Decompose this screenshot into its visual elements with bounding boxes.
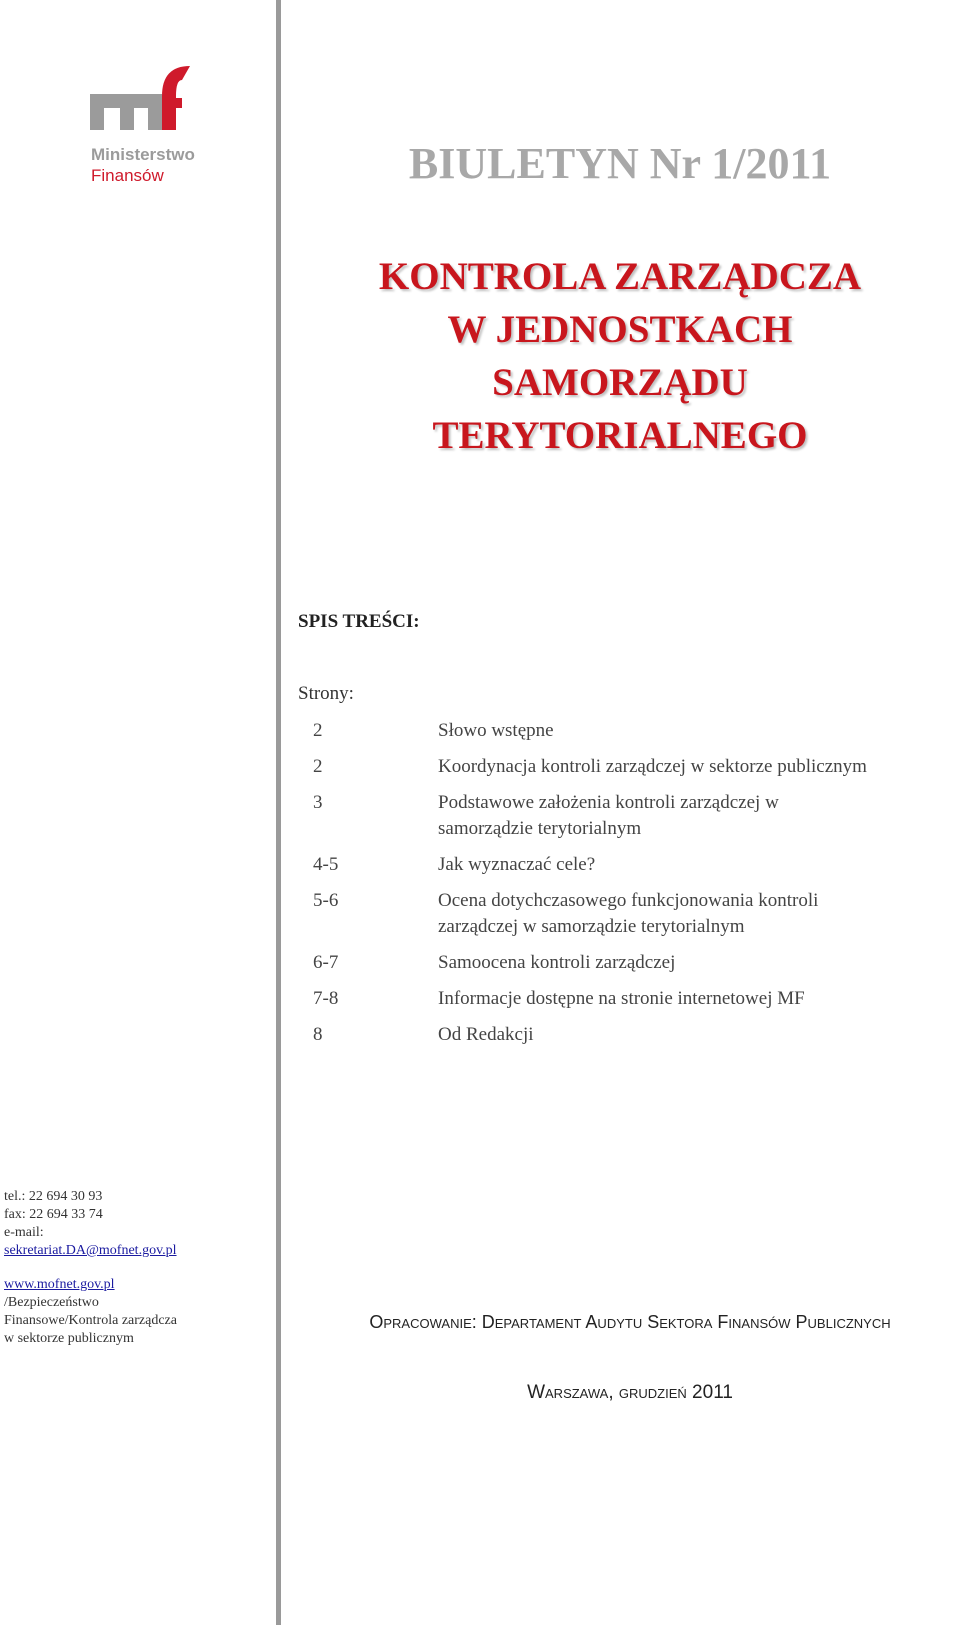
toc-page: 8 [313,1024,323,1045]
toc-page: 3 [313,792,323,813]
toc-item [298,986,958,1012]
toc-item [298,754,958,780]
toc-page: 4-5 [313,854,339,875]
bulletin-number: BIULETYN Nr 1/2011 [408,139,832,188]
toc-title: Od Redakcji [438,1024,534,1045]
contact-email-label: e-mail: [4,1225,44,1240]
toc-page: 5-6 [313,890,339,911]
toc-page: 7-8 [313,988,339,1009]
toc-item [298,790,958,842]
toc-title: Podstawowe założenia kontroli zarządczej w samorządzie terytorialnym [438,792,779,839]
toc-item [298,718,958,744]
toc-item [298,950,958,976]
toc-page: 6-7 [313,952,339,973]
title-line: SAMORZĄDU [492,361,748,404]
logo-text-ministerstwo: Ministerstwo [91,145,195,164]
contact-info [4,1188,264,1348]
contact-fax: fax: 22 694 33 74 [4,1207,103,1222]
title-line: W JEDNOSTKACH [447,308,793,351]
email-link[interactable]: sekretariat.DA@mofnet.gov.pl [4,1243,177,1258]
logo-text-finansow: Finansów [91,166,164,185]
toc-title: Samoocena kontroli zarządczej [438,952,676,973]
toc-item [298,852,958,878]
website-path: w sektorze publicznym [4,1331,134,1346]
vertical-divider [276,0,281,1625]
title-line: TERYTORIALNEGO [432,414,808,457]
place-date: Warszawa, grudzień 2011 [527,1382,733,1403]
website-link[interactable]: www.mofnet.gov.pl [4,1277,115,1292]
toc-title: Koordynacja kontroli zarządczej w sektorze publicznym [438,756,867,777]
document-title [300,250,940,462]
toc-heading: SPIS TREŚCI: [298,611,420,632]
website-path: Finansowe/Kontrola zarządcza [4,1313,177,1328]
title-line: KONTROLA ZARZĄDCZA [378,255,862,298]
toc-title: Informacje dostępne na stronie internetowej MF [438,988,805,1009]
toc-page: 2 [313,756,323,777]
toc-page: 2 [313,720,323,741]
toc-item [298,888,958,940]
contact-tel: tel.: 22 694 30 93 [4,1189,103,1204]
toc-title: Jak wyznaczać cele? [438,854,596,875]
toc-item [298,1022,958,1048]
toc-title: Słowo wstępne [438,720,554,741]
table-of-contents [298,718,958,1058]
pages-label: Strony: [298,683,354,704]
website-path: /Bezpieczeństwo [4,1295,99,1310]
toc-title: Ocena dotychczasowego funkcjonowania kontroli zarządczej w samorządzie terytorialnym [438,890,819,937]
prepared-by: Opracowanie: Departament Audytu Sektora Finansów Publicznych [369,1312,891,1332]
